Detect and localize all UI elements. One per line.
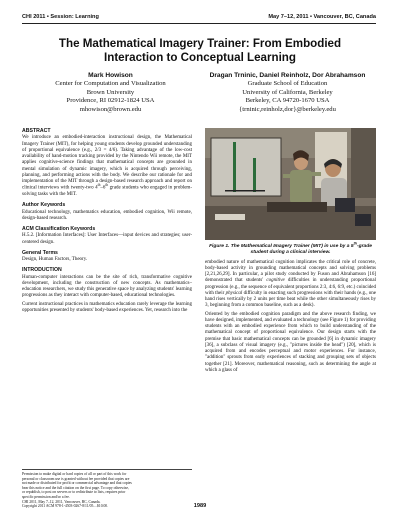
left-column — [22, 128, 192, 316]
classroom-photo-illustration — [205, 128, 376, 240]
author-affiliation: Graduate School of Education — [247, 80, 328, 88]
page-number: 1989 — [193, 503, 207, 509]
author-name: Mark Howison — [88, 72, 133, 79]
author-list — [22, 72, 376, 114]
abstract-heading: ABSTRACT — [22, 128, 51, 134]
general-terms-heading: General Terms — [22, 249, 58, 256]
footnote-line: or republish, to post on servers or to redistribute to lists, requires prior — [22, 490, 126, 495]
author-address: Berkeley, CA 94720-1670 USA — [245, 97, 330, 105]
body-paragraph-1: embodied nature of mathematical cognition implicates the critical role of concrete, body-based activity in grounding mathematical concepts and solving problems [2,21,26,29]. In particular, a pilot study conducted by Fuson and Abrahamson [16] demonstrated that students' cognitive difficulties in understanding proportional progression (e.g., the sequence of equivalent proportions 2:3, 4:6, 6:9, etc.) coincided with their physical difficulty in enacting such progressions with their hands (e.g., one hand rises vertically by 2 units per time beat while the other simultaneously rises by 3, beginning from a common baseline, such as a desk). — [205, 259, 376, 309]
author-block-2 — [199, 72, 376, 114]
figure-1-photo — [205, 128, 376, 240]
paper-title-line1: The Mathematical Imagery Trainer: From Embodied — [58, 37, 342, 50]
acm-heading: ACM Classification Keywords — [22, 226, 96, 233]
running-header-right: May 7–12, 2011 • Vancouver, BC, Canada — [268, 14, 376, 20]
footnote-line: specific permission and/or a fee. — [22, 494, 70, 499]
header-rule — [22, 23, 376, 24]
running-header — [22, 12, 376, 22]
author-email: {trninic,reinholz,dor}@berkeley.edu — [239, 105, 336, 113]
author-block-1 — [22, 72, 199, 114]
general-terms-text: Design, Human Factors, Theory. — [22, 257, 88, 263]
paper-title-line2: Interaction to Conceptual Learning — [104, 51, 296, 64]
author-address: Providence, RI 02912-1824 USA — [66, 97, 155, 105]
footnote-line: not made or distributed for profit or commercial advantage and that copies — [22, 481, 132, 486]
author-email: mhowison@brown.edu — [79, 105, 142, 113]
abstract-text: We introduce an embodied-interaction instructional design, the Mathematical Imagery Trainer (MIT), for helping young students develop grounded understanding of proportional equivalence (e.g., 2/3 = 4/6). Taking advantage of the low-cost availability of hand-motion tracking provided by the Nintendo Wii remote, the MIT applies cognitive-science findings that mathematical concepts are grounded in mental simulation of dynamic imagery, which is acquired through perceiving, planning, and performing actions with the body. We describe our rationale for and implementation of the MIT through a design-based research approach and report on clinical interviews with twenty-two 4th–6th grade students who engaged in problem-solving tasks with the MIT. — [22, 135, 192, 198]
figure-1-caption: Figure 1. The Mathematical Imagery Trainer (MIT) in use by a 5th-grade student during a clinical interview. — [209, 241, 372, 255]
footnote-copyright: Copyright 2011 ACM 978-1-4503-0267-8/11/05....$10.00. — [22, 504, 109, 509]
footnote-line: personal or classroom use is granted without fee provided that copies are — [22, 476, 130, 481]
footnote-line: Permission to make digital or hard copies of all or part of this work for — [22, 472, 127, 476]
introduction-paragraph-2: Current instructional practices in mathematics education rarely leverage the learning opportunities presented by students' body-based experiences. Yet, research into the — [22, 301, 192, 313]
author-affiliation: University of California, Berkeley — [242, 88, 333, 96]
author-affiliation: Center for Computation and Visualization — [55, 80, 166, 88]
right-column — [205, 128, 376, 376]
footnote-line: bear this notice and the full citation on the first page. To copy otherwise, — [22, 485, 129, 490]
author-affiliation: Brown University — [86, 88, 135, 96]
body-paragraph-2: Oriented by the embodied cognition paradigm and the above research finding, we have designed, implemented, and evaluated a technology (see Figure 1) for providing students with an embodied experience from which to build understanding of the mathematical concept of proportional equivalence. Our design starts with the premise that basic mathematical concepts can be grounded [6] in dynamic imagery [36], a subclass of visual imagery (e.g., "pictures inside the head") [20], which is acquired from and encodes perceptual and motor experiences. For instance, "addition" sprouts from early experiences of stacking and grouping sets of objects together [21]. Moreover, mathematical reasoning, such as determining the angle at which a glass of — [205, 311, 376, 373]
keywords-heading: Author Keywords — [22, 202, 66, 209]
author-name: Dragan Trninic, Daniel Reinholz, Dor Abrahamson — [209, 72, 366, 79]
keywords-text: Educational technology, mathematics education, embodied cognition, Wii remote, design-based research. — [22, 209, 192, 221]
introduction-heading: INTRODUCTION — [22, 267, 62, 274]
footnote-venue: CHI 2011, May 7–12, 2011, Vancouver, BC, Canada. — [22, 499, 101, 504]
acm-text: H.5.2. [Information Interfaces]: User Interfaces—input devices and strategies; user-centered design. — [22, 233, 192, 245]
introduction-paragraph-1: Human-computer interactions can be the site of rich, transformative cognitive development, including the construction of new concepts. As mathematics–education researchers, we study this generative space by analyzing students' learning progressions as they interact with computer-based, educational technologies. — [22, 274, 192, 299]
paper-title — [40, 37, 360, 65]
running-header-left: CHI 2011 • Session: Learning — [22, 14, 99, 20]
